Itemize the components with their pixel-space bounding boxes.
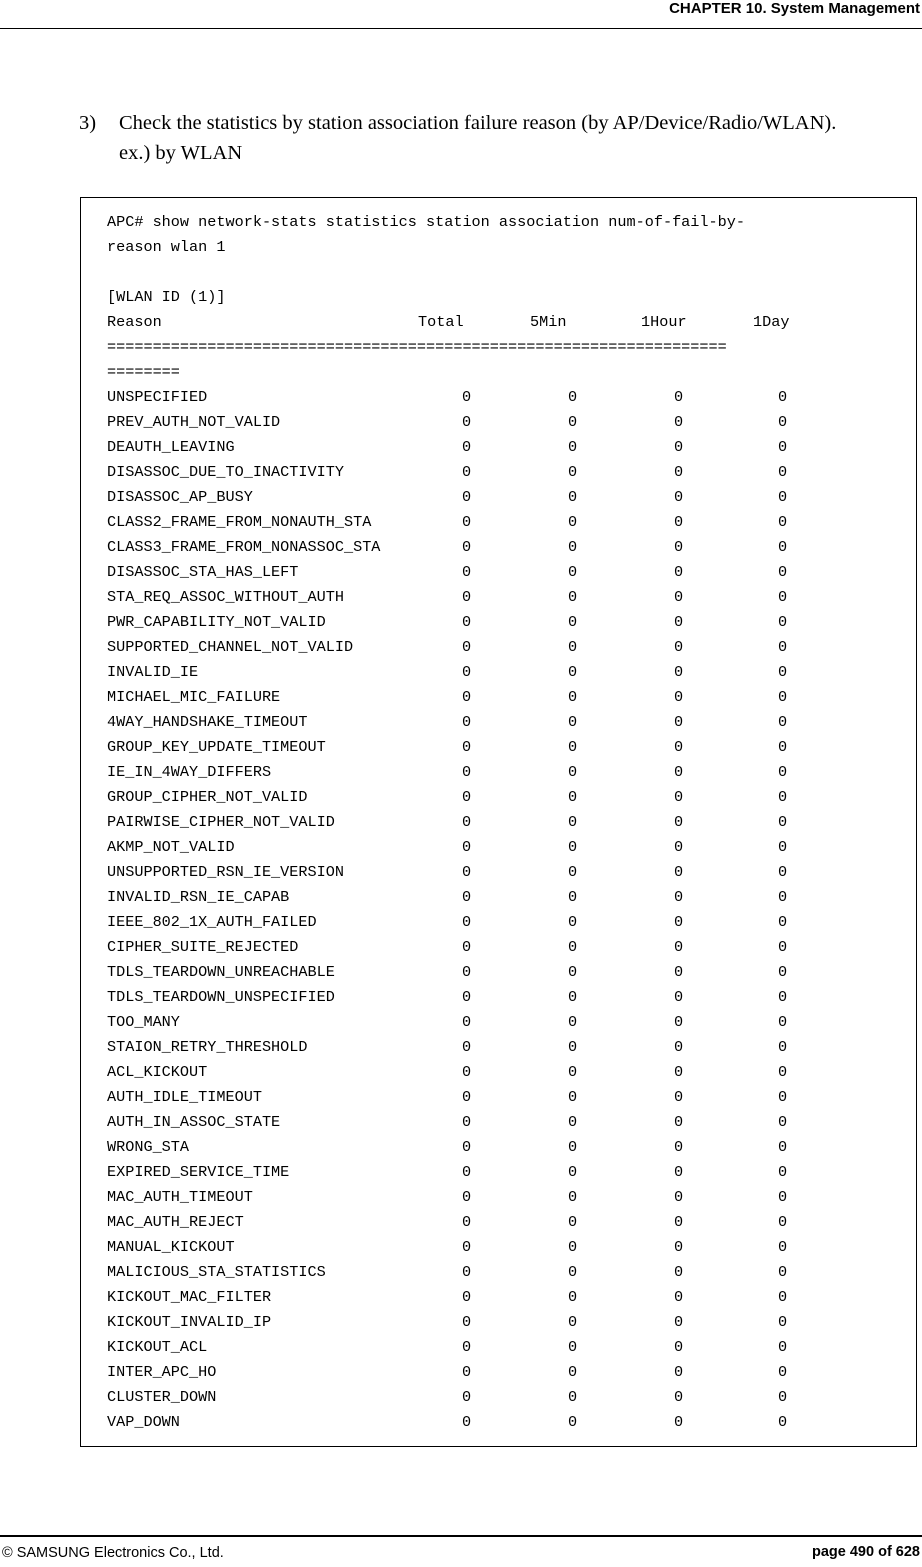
1day-cell: 0 — [778, 1138, 788, 1156]
5min-cell: 0 — [568, 613, 578, 631]
5min-cell: 0 — [568, 888, 578, 906]
1day-cell: 0 — [778, 963, 788, 981]
table-row — [107, 1185, 807, 1210]
5min-cell: 0 — [568, 838, 578, 856]
reason-cell: PREV_AUTH_NOT_VALID — [107, 413, 281, 431]
5min-cell: 0 — [568, 513, 578, 531]
reason-cell: SUPPORTED_CHANNEL_NOT_VALID — [107, 638, 354, 656]
table-row — [107, 885, 807, 910]
table-row — [107, 1260, 807, 1285]
1hour-cell: 0 — [674, 663, 684, 681]
1hour-cell: 0 — [674, 1388, 684, 1406]
5min-cell: 0 — [568, 1288, 578, 1306]
reason-cell: TDLS_TEARDOWN_UNSPECIFIED — [107, 988, 335, 1006]
5min-cell: 0 — [568, 1213, 578, 1231]
1day-cell: 0 — [778, 763, 788, 781]
1hour-cell: 0 — [674, 863, 684, 881]
table-row — [107, 385, 807, 410]
reason-cell: DISASSOC_DUE_TO_INACTIVITY — [107, 463, 344, 481]
1day-cell: 0 — [778, 1338, 788, 1356]
1day-cell: 0 — [778, 1213, 788, 1231]
total-cell: 0 — [462, 838, 472, 856]
reason-cell: WRONG_STA — [107, 1138, 190, 1156]
5min-cell: 0 — [568, 1363, 578, 1381]
total-cell: 0 — [462, 938, 472, 956]
table-header — [107, 310, 807, 335]
1day-cell: 0 — [778, 988, 788, 1006]
5min-cell: 0 — [568, 1163, 578, 1181]
1day-cell: 0 — [778, 563, 788, 581]
1hour-cell: 0 — [674, 513, 684, 531]
1hour-cell: 0 — [674, 1088, 684, 1106]
1hour-cell: 0 — [674, 963, 684, 981]
total-cell: 0 — [462, 963, 472, 981]
step-number: 3) — [79, 112, 97, 134]
total-cell: 0 — [462, 1388, 472, 1406]
5min-cell: 0 — [568, 1238, 578, 1256]
5min-cell: 0 — [568, 463, 578, 481]
total-cell: 0 — [462, 913, 472, 931]
1day-cell: 0 — [778, 463, 788, 481]
total-cell: 0 — [462, 438, 472, 456]
1day-cell: 0 — [778, 888, 788, 906]
total-cell: 0 — [462, 788, 472, 806]
1day-cell: 0 — [778, 1188, 788, 1206]
reason-cell: CLUSTER_DOWN — [107, 1388, 217, 1406]
1day-cell: 0 — [778, 1313, 788, 1331]
separator — [107, 335, 907, 385]
reason-cell: GROUP_KEY_UPDATE_TIMEOUT — [107, 738, 326, 756]
table-row — [107, 560, 807, 585]
1day-cell: 0 — [778, 438, 788, 456]
reason-cell: KICKOUT_ACL — [107, 1338, 208, 1356]
1hour-cell: 0 — [674, 588, 684, 606]
total-cell: 0 — [462, 763, 472, 781]
total-cell: 0 — [462, 738, 472, 756]
5min-cell: 0 — [568, 538, 578, 556]
reason-cell: VAP_DOWN — [107, 1413, 180, 1431]
5min-cell: 0 — [568, 1088, 578, 1106]
reason-cell: MALICIOUS_STA_STATISTICS — [107, 1263, 326, 1281]
1day-cell: 0 — [778, 1113, 788, 1131]
column-5min: 5Min — [530, 313, 567, 331]
1hour-cell: 0 — [674, 1188, 684, 1206]
table-row — [107, 660, 807, 685]
table-row — [107, 735, 807, 760]
reason-cell: KICKOUT_INVALID_IP — [107, 1313, 272, 1331]
5min-cell: 0 — [568, 1188, 578, 1206]
reason-cell: EXPIRED_SERVICE_TIME — [107, 1163, 290, 1181]
table-row — [107, 1010, 807, 1035]
step-text: Check the statistics by station association failure reason (by AP/Device/Radio/WLAN). — [119, 112, 837, 134]
1hour-cell: 0 — [674, 938, 684, 956]
1day-cell: 0 — [778, 413, 788, 431]
step-example: ex.) by WLAN — [119, 142, 243, 164]
1day-cell: 0 — [778, 638, 788, 656]
5min-cell: 0 — [568, 1313, 578, 1331]
5min-cell: 0 — [568, 588, 578, 606]
1day-cell: 0 — [778, 713, 788, 731]
table-row — [107, 1360, 807, 1385]
total-cell: 0 — [462, 813, 472, 831]
total-cell: 0 — [462, 1088, 472, 1106]
5min-cell: 0 — [568, 488, 578, 506]
1hour-cell: 0 — [674, 538, 684, 556]
table-row — [107, 935, 807, 960]
1day-cell: 0 — [778, 738, 788, 756]
1hour-cell: 0 — [674, 488, 684, 506]
separator-line-2: ======== — [107, 363, 180, 381]
reason-cell: STA_REQ_ASSOC_WITHOUT_AUTH — [107, 588, 344, 606]
total-cell: 0 — [462, 1363, 472, 1381]
1hour-cell: 0 — [674, 913, 684, 931]
1day-cell: 0 — [778, 1413, 788, 1431]
1hour-cell: 0 — [674, 1238, 684, 1256]
1day-cell: 0 — [778, 1063, 788, 1081]
table-row — [107, 1335, 807, 1360]
1day-cell: 0 — [778, 1388, 788, 1406]
table-row — [107, 910, 807, 935]
table-row — [107, 760, 807, 785]
1day-cell: 0 — [778, 913, 788, 931]
reason-cell: KICKOUT_MAC_FILTER — [107, 1288, 272, 1306]
column-reason: Reason — [107, 313, 162, 331]
table-row — [107, 810, 807, 835]
1hour-cell: 0 — [674, 413, 684, 431]
reason-cell: CIPHER_SUITE_REJECTED — [107, 938, 299, 956]
reason-cell: DEAUTH_LEAVING — [107, 438, 235, 456]
1hour-cell: 0 — [674, 388, 684, 406]
total-cell: 0 — [462, 1163, 472, 1181]
1hour-cell: 0 — [674, 463, 684, 481]
reason-cell: IEEE_802_1X_AUTH_FAILED — [107, 913, 317, 931]
chapter-title: CHAPTER 10. System Management — [669, 0, 920, 17]
total-cell: 0 — [462, 388, 472, 406]
reason-cell: UNSUPPORTED_RSN_IE_VERSION — [107, 863, 344, 881]
column-1hour: 1Hour — [641, 313, 687, 331]
1hour-cell: 0 — [674, 1163, 684, 1181]
table-row — [107, 960, 807, 985]
table-row — [107, 1410, 807, 1435]
reason-cell: PAIRWISE_CIPHER_NOT_VALID — [107, 813, 335, 831]
reason-cell: GROUP_CIPHER_NOT_VALID — [107, 788, 308, 806]
1day-cell: 0 — [778, 688, 788, 706]
1day-cell: 0 — [778, 838, 788, 856]
5min-cell: 0 — [568, 1338, 578, 1356]
1hour-cell: 0 — [674, 688, 684, 706]
1day-cell: 0 — [778, 538, 788, 556]
total-cell: 0 — [462, 713, 472, 731]
table-row — [107, 1135, 807, 1160]
reason-cell: MAC_AUTH_TIMEOUT — [107, 1188, 253, 1206]
1hour-cell: 0 — [674, 638, 684, 656]
5min-cell: 0 — [568, 388, 578, 406]
1hour-cell: 0 — [674, 1363, 684, 1381]
5min-cell: 0 — [568, 763, 578, 781]
1day-cell: 0 — [778, 1163, 788, 1181]
total-cell: 0 — [462, 863, 472, 881]
5min-cell: 0 — [568, 638, 578, 656]
table-row — [107, 610, 807, 635]
5min-cell: 0 — [568, 938, 578, 956]
5min-cell: 0 — [568, 1263, 578, 1281]
table-row — [107, 485, 807, 510]
5min-cell: 0 — [568, 1063, 578, 1081]
reason-cell: TDLS_TEARDOWN_UNREACHABLE — [107, 963, 335, 981]
reason-cell: CLASS3_FRAME_FROM_NONASSOC_STA — [107, 538, 381, 556]
table-row — [107, 1160, 807, 1185]
column-total: Total — [418, 313, 464, 331]
table-row — [107, 535, 807, 560]
page-header — [0, 0, 922, 29]
5min-cell: 0 — [568, 813, 578, 831]
5min-cell: 0 — [568, 913, 578, 931]
5min-cell: 0 — [568, 1038, 578, 1056]
total-cell: 0 — [462, 888, 472, 906]
total-cell: 0 — [462, 663, 472, 681]
total-cell: 0 — [462, 1063, 472, 1081]
table-row — [107, 585, 807, 610]
5min-cell: 0 — [568, 738, 578, 756]
total-cell: 0 — [462, 463, 472, 481]
1hour-cell: 0 — [674, 1263, 684, 1281]
cli-command-line-1: APC# show network-stats statistics station association num-of-fail-by- — [107, 213, 745, 231]
table-row — [107, 835, 807, 860]
total-cell: 0 — [462, 1238, 472, 1256]
total-cell: 0 — [462, 513, 472, 531]
total-cell: 0 — [462, 1038, 472, 1056]
reason-cell: TOO_MANY — [107, 1013, 180, 1031]
table-row — [107, 1035, 807, 1060]
reason-cell: AUTH_IDLE_TIMEOUT — [107, 1088, 262, 1106]
total-cell: 0 — [462, 988, 472, 1006]
1hour-cell: 0 — [674, 1038, 684, 1056]
total-cell: 0 — [462, 1113, 472, 1131]
1day-cell: 0 — [778, 488, 788, 506]
1hour-cell: 0 — [674, 813, 684, 831]
5min-cell: 0 — [568, 413, 578, 431]
5min-cell: 0 — [568, 1013, 578, 1031]
total-cell: 0 — [462, 1288, 472, 1306]
5min-cell: 0 — [568, 863, 578, 881]
1day-cell: 0 — [778, 1038, 788, 1056]
cli-command-line-2: reason wlan 1 — [107, 238, 226, 256]
total-cell: 0 — [462, 1013, 472, 1031]
reason-cell: MANUAL_KICKOUT — [107, 1238, 235, 1256]
reason-cell: PWR_CAPABILITY_NOT_VALID — [107, 613, 326, 631]
1hour-cell: 0 — [674, 1313, 684, 1331]
1hour-cell: 0 — [674, 1113, 684, 1131]
separator-line-1: ==================================================================== — [107, 338, 727, 356]
1hour-cell: 0 — [674, 1413, 684, 1431]
reason-cell: UNSPECIFIED — [107, 388, 208, 406]
5min-cell: 0 — [568, 1113, 578, 1131]
1day-cell: 0 — [778, 1013, 788, 1031]
1day-cell: 0 — [778, 613, 788, 631]
1hour-cell: 0 — [674, 1288, 684, 1306]
cli-command — [107, 210, 745, 260]
1hour-cell: 0 — [674, 888, 684, 906]
5min-cell: 0 — [568, 1413, 578, 1431]
reason-cell: DISASSOC_AP_BUSY — [107, 488, 253, 506]
1hour-cell: 0 — [674, 1338, 684, 1356]
1hour-cell: 0 — [674, 713, 684, 731]
total-cell: 0 — [462, 538, 472, 556]
table-row — [107, 1085, 807, 1110]
page-number: page 490 of 628 — [812, 1544, 920, 1560]
total-cell: 0 — [462, 413, 472, 431]
1day-cell: 0 — [778, 1288, 788, 1306]
1day-cell: 0 — [778, 1363, 788, 1381]
reason-cell: INTER_APC_HO — [107, 1363, 217, 1381]
total-cell: 0 — [462, 1263, 472, 1281]
5min-cell: 0 — [568, 438, 578, 456]
total-cell: 0 — [462, 613, 472, 631]
5min-cell: 0 — [568, 563, 578, 581]
1day-cell: 0 — [778, 663, 788, 681]
table-row — [107, 1385, 807, 1410]
total-cell: 0 — [462, 488, 472, 506]
table-row — [107, 1285, 807, 1310]
total-cell: 0 — [462, 1188, 472, 1206]
reason-cell: INVALID_IE — [107, 663, 199, 681]
total-cell: 0 — [462, 1338, 472, 1356]
1hour-cell: 0 — [674, 788, 684, 806]
5min-cell: 0 — [568, 713, 578, 731]
reason-cell: INVALID_RSN_IE_CAPAB — [107, 888, 290, 906]
column-1day: 1Day — [753, 313, 790, 331]
table-row — [107, 510, 807, 535]
total-cell: 0 — [462, 563, 472, 581]
copyright: © SAMSUNG Electronics Co., Ltd. — [2, 1545, 224, 1561]
1day-cell: 0 — [778, 1238, 788, 1256]
1day-cell: 0 — [778, 588, 788, 606]
total-cell: 0 — [462, 1138, 472, 1156]
table-row — [107, 985, 807, 1010]
1day-cell: 0 — [778, 1263, 788, 1281]
table-row — [107, 460, 807, 485]
5min-cell: 0 — [568, 963, 578, 981]
1day-cell: 0 — [778, 938, 788, 956]
1hour-cell: 0 — [674, 738, 684, 756]
1day-cell: 0 — [778, 1088, 788, 1106]
5min-cell: 0 — [568, 988, 578, 1006]
total-cell: 0 — [462, 1313, 472, 1331]
table-row — [107, 685, 807, 710]
reason-cell: MAC_AUTH_REJECT — [107, 1213, 244, 1231]
reason-cell: STAION_RETRY_THRESHOLD — [107, 1038, 308, 1056]
reason-cell: IE_IN_4WAY_DIFFERS — [107, 763, 272, 781]
1hour-cell: 0 — [674, 438, 684, 456]
1hour-cell: 0 — [674, 1213, 684, 1231]
1day-cell: 0 — [778, 813, 788, 831]
total-cell: 0 — [462, 1213, 472, 1231]
1hour-cell: 0 — [674, 1138, 684, 1156]
1hour-cell: 0 — [674, 1063, 684, 1081]
table-row — [107, 860, 807, 885]
1hour-cell: 0 — [674, 613, 684, 631]
reason-cell: MICHAEL_MIC_FAILURE — [107, 688, 281, 706]
1hour-cell: 0 — [674, 838, 684, 856]
1day-cell: 0 — [778, 788, 788, 806]
total-cell: 0 — [462, 588, 472, 606]
5min-cell: 0 — [568, 1388, 578, 1406]
table-row — [107, 1110, 807, 1135]
table-row — [107, 410, 807, 435]
5min-cell: 0 — [568, 1138, 578, 1156]
5min-cell: 0 — [568, 688, 578, 706]
wlan-id-label: [WLAN ID (1)] — [107, 288, 226, 306]
reason-cell: AUTH_IN_ASSOC_STATE — [107, 1113, 281, 1131]
1hour-cell: 0 — [674, 1013, 684, 1031]
reason-cell: DISASSOC_STA_HAS_LEFT — [107, 563, 299, 581]
table-row — [107, 1210, 807, 1235]
1day-cell: 0 — [778, 388, 788, 406]
table-row — [107, 1060, 807, 1085]
page-footer — [0, 1535, 922, 1567]
total-cell: 0 — [462, 638, 472, 656]
reason-cell: CLASS2_FRAME_FROM_NONAUTH_STA — [107, 513, 372, 531]
table-row — [107, 1310, 807, 1335]
table-row — [107, 785, 807, 810]
1hour-cell: 0 — [674, 763, 684, 781]
1hour-cell: 0 — [674, 563, 684, 581]
1day-cell: 0 — [778, 513, 788, 531]
1day-cell: 0 — [778, 863, 788, 881]
table-row — [107, 635, 807, 660]
1hour-cell: 0 — [674, 988, 684, 1006]
total-cell: 0 — [462, 1413, 472, 1431]
reason-cell: 4WAY_HANDSHAKE_TIMEOUT — [107, 713, 308, 731]
5min-cell: 0 — [568, 663, 578, 681]
5min-cell: 0 — [568, 788, 578, 806]
total-cell: 0 — [462, 688, 472, 706]
reason-cell: AKMP_NOT_VALID — [107, 838, 235, 856]
table-row — [107, 1235, 807, 1260]
table-row — [107, 710, 807, 735]
table-row — [107, 435, 807, 460]
reason-cell: ACL_KICKOUT — [107, 1063, 208, 1081]
